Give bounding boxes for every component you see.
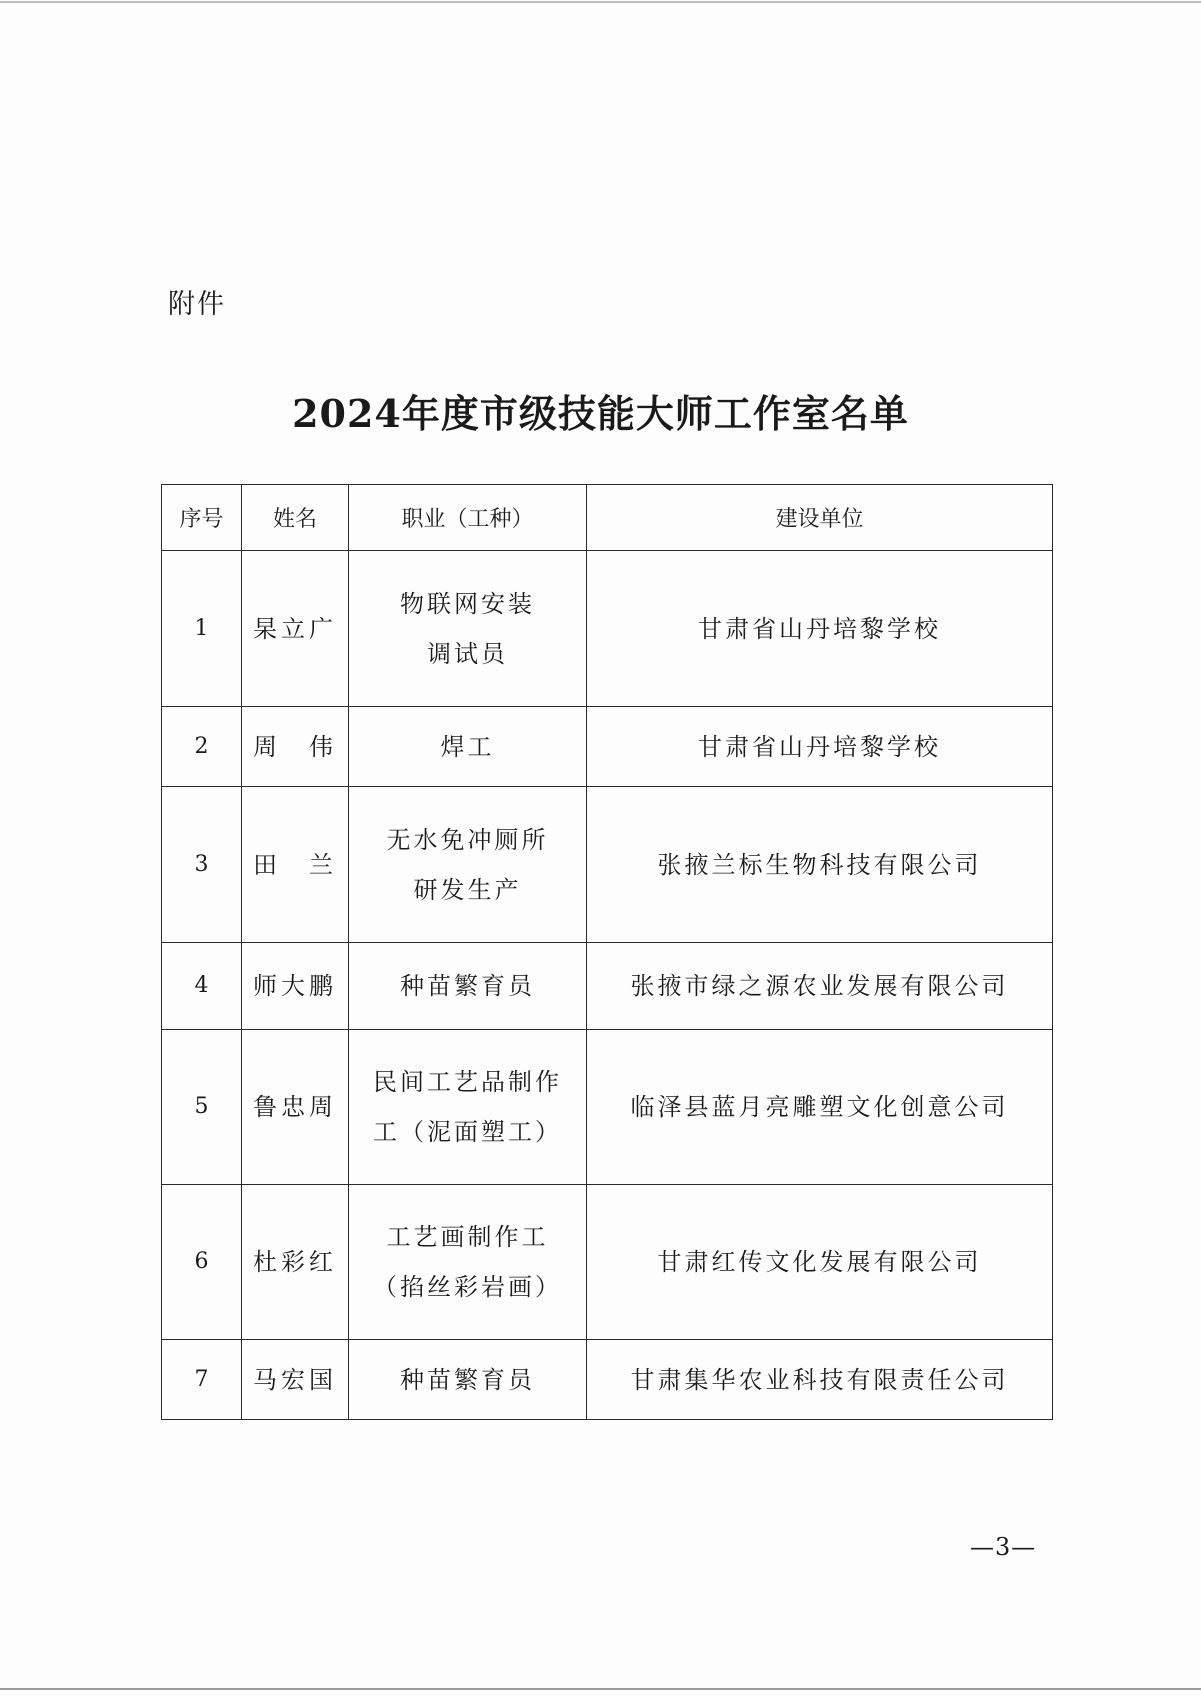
row-seq: 5 — [162, 1030, 242, 1185]
table-row — [162, 1340, 1053, 1420]
row-name: 周 伟 — [242, 707, 349, 787]
occupation-line: 民间工艺品制作 — [373, 1068, 562, 1096]
header-seq: 序号 — [162, 485, 242, 551]
table-row — [162, 707, 1053, 787]
row-name: 杜彩红 — [242, 1185, 349, 1340]
row-occupation — [349, 943, 587, 1030]
row-name: 师大鹏 — [242, 943, 349, 1030]
table-row — [162, 943, 1053, 1030]
row-name: 田 兰 — [242, 787, 349, 943]
occupation-line: 研发生产 — [413, 875, 522, 904]
row-occupation — [349, 551, 587, 707]
row-unit: 甘肃省山丹培黎学校 — [587, 551, 1053, 707]
occupation-line: 种苗繁育员 — [400, 1365, 535, 1394]
row-seq: 7 — [162, 1340, 242, 1420]
page-number: —3— — [970, 1533, 1037, 1561]
row-occupation — [349, 1340, 587, 1420]
occupation-line: 工（泥面塑工） — [373, 1118, 562, 1146]
occupation-line: （掐丝彩岩画） — [373, 1273, 562, 1301]
roster-table — [161, 484, 1053, 1420]
row-unit: 甘肃集华农业科技有限责任公司 — [587, 1340, 1053, 1420]
occupation-line: 种苗繁育员 — [400, 972, 535, 1000]
attachment-label: 附件 — [168, 289, 226, 320]
table-row — [162, 551, 1053, 707]
header-name: 姓名 — [242, 485, 349, 551]
row-unit: 张掖市绿之源农业发展有限公司 — [587, 943, 1053, 1030]
row-seq: 4 — [162, 943, 242, 1030]
top-scan-edge — [0, 1, 1201, 3]
row-occupation — [349, 1030, 587, 1185]
table-row — [162, 787, 1053, 943]
row-unit: 甘肃省山丹培黎学校 — [587, 707, 1053, 787]
occupation-line: 物联网安装 — [400, 589, 535, 618]
header-unit: 建设单位 — [587, 485, 1053, 551]
occupation-line: 焊工 — [440, 732, 495, 761]
row-seq: 3 — [162, 787, 242, 943]
row-name: 杲立广 — [242, 551, 349, 707]
row-unit: 张掖兰标生物科技有限公司 — [587, 787, 1053, 943]
row-seq: 1 — [162, 551, 242, 707]
row-name: 鲁忠周 — [242, 1030, 349, 1185]
row-unit: 甘肃红传文化发展有限公司 — [587, 1185, 1053, 1340]
occupation-line: 无水免冲厕所 — [386, 825, 549, 854]
row-unit: 临泽县蓝月亮雕塑文化创意公司 — [587, 1030, 1053, 1185]
bottom-scan-edge — [0, 1688, 1201, 1690]
row-occupation — [349, 787, 587, 943]
row-seq: 6 — [162, 1185, 242, 1340]
table-row — [162, 1030, 1053, 1185]
header-occupation: 职业（工种） — [349, 485, 587, 551]
row-name: 马宏国 — [242, 1340, 349, 1420]
table-header-row — [162, 485, 1053, 551]
occupation-line: 调试员 — [427, 639, 508, 668]
occupation-line: 工艺画制作工 — [386, 1223, 549, 1251]
row-occupation — [349, 1185, 587, 1340]
document-title: 2024年度市级技能大师工作室名单 — [292, 391, 909, 436]
row-occupation — [349, 707, 587, 787]
row-seq: 2 — [162, 707, 242, 787]
table-row — [162, 1185, 1053, 1340]
